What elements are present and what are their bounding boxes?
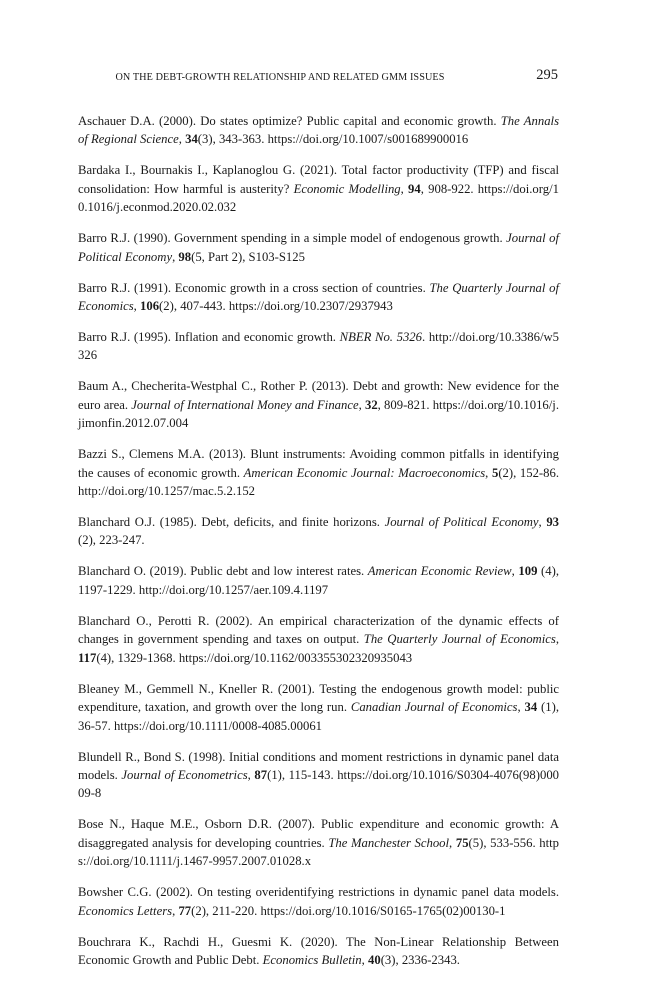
ref-authors: Blanchard O. (2019). xyxy=(78,564,191,579)
ref-issue: (4), xyxy=(537,564,559,579)
ref-doi[interactable]: https://doi.org/10.1007/s001689900016 xyxy=(267,132,469,147)
reference-entry xyxy=(78,112,559,149)
ref-title: Inflation and economic growth. xyxy=(174,330,340,345)
ref-pages: 407-443. xyxy=(180,299,229,314)
ref-pages: 533-556. xyxy=(490,835,540,850)
ref-volume: 109 xyxy=(518,564,538,579)
reference-entry xyxy=(78,680,559,735)
reference-entry xyxy=(78,612,559,667)
ref-volume: 40 xyxy=(368,952,381,967)
ref-separator: , xyxy=(511,564,519,579)
ref-issue: . xyxy=(422,330,429,345)
ref-volume: 87 xyxy=(254,767,268,782)
ref-issue: (1), xyxy=(537,700,560,715)
ref-separator: , xyxy=(449,835,456,850)
ref-volume: 77 xyxy=(178,903,192,918)
ref-pages: 908-922. xyxy=(428,181,478,196)
ref-journal: NBER No. 5326 xyxy=(339,330,422,345)
ref-separator: , xyxy=(247,767,255,782)
ref-doi[interactable]: https://doi.org/10.1016/S0304-4076(98)00009-8 xyxy=(78,767,560,801)
ref-authors: Blanchard O., Perotti R. (2002). xyxy=(78,613,258,628)
ref-title: Initial conditions and moment restrictions in dynamic panel data models. xyxy=(78,749,559,782)
ref-journal: American Economic Review xyxy=(367,564,512,579)
ref-issue: (2), xyxy=(78,533,100,548)
ref-volume: 75 xyxy=(455,835,469,850)
ref-journal: Economic Modelling xyxy=(293,181,401,196)
ref-authors: Bleaney M., Gemmell N., Kneller R. (2001). xyxy=(78,681,320,696)
ref-issue: (2), xyxy=(159,299,181,314)
ref-title: Total factor productivity (TFP) and fiscal consolidation: How harmful is austerity? xyxy=(78,163,559,196)
ref-issue: (2), xyxy=(498,465,520,480)
ref-volume: 34 xyxy=(524,700,538,715)
ref-issue: (3), xyxy=(197,132,219,147)
ref-journal: American Economic Journal: Macroeconomics xyxy=(243,465,486,480)
ref-volume: 32 xyxy=(364,397,378,412)
reference-entry xyxy=(78,377,559,432)
ref-doi[interactable]: http://doi.org/10.1257/mac.5.2.152 xyxy=(78,484,256,499)
reference-entry xyxy=(78,748,559,803)
ref-authors: Barro R.J. (1990). xyxy=(78,231,175,246)
ref-title: The Non-Linear Relationship Between Economic Growth and Public Debt. xyxy=(78,934,560,967)
ref-separator: , xyxy=(358,397,365,412)
ref-pages: 223-247. xyxy=(99,533,145,548)
reference-entry xyxy=(78,933,559,970)
ref-journal: Journal of Econometrics xyxy=(121,767,248,782)
ref-volume: 94 xyxy=(408,181,421,196)
ref-separator: , xyxy=(538,515,547,530)
ref-doi[interactable]: https://doi.org/10.1016/j.econmod.2020.02.032 xyxy=(78,181,559,215)
ref-separator: , xyxy=(400,181,409,196)
ref-pages: 1197-1229. xyxy=(78,582,139,597)
ref-journal: Journal of Political Economy xyxy=(78,231,559,264)
ref-issue: (5), xyxy=(468,835,491,850)
ref-pages: 2336-2343. xyxy=(401,952,460,967)
ref-authors: Baum A., Checherita-Westphal C., Rother P. (2013). xyxy=(78,379,353,394)
ref-issue: , xyxy=(420,181,429,196)
ref-separator: , xyxy=(485,465,492,480)
ref-pages: 115-143. xyxy=(288,767,338,782)
ref-journal: Canadian Journal of Economics xyxy=(350,700,518,715)
ref-separator: , xyxy=(178,132,186,147)
ref-separator: , xyxy=(517,700,525,715)
ref-authors: Barro R.J. (1995). xyxy=(78,330,175,345)
ref-title: Public debt and low interest rates. xyxy=(190,564,368,579)
reference-entry xyxy=(78,445,559,500)
ref-doi[interactable]: http://doi.org/10.1257/aer.109.4.1197 xyxy=(138,582,329,597)
ref-title: Blunt instruments: Avoiding common pitfalls in identifying the causes of economic growth. xyxy=(78,447,559,480)
ref-title: Economic growth in a cross section of countries. xyxy=(174,280,430,295)
ref-journal: The Manchester School xyxy=(328,835,450,850)
ref-issue: , xyxy=(377,397,385,412)
ref-title: Testing the endogenous growth model: public expenditure, taxation, and growth over the long run. xyxy=(78,681,560,715)
ref-pages: 152-86. xyxy=(519,465,560,480)
ref-doi[interactable]: https://doi.org/10.1016/S0165-1765(02)00130-1 xyxy=(260,903,506,918)
ref-title: Debt, deficits, and finite horizons. xyxy=(201,515,385,530)
reference-entry xyxy=(78,328,559,365)
ref-volume: 98 xyxy=(178,249,192,264)
ref-authors: Bouchrara K., Rachdi H., Guesmi K. (2020). xyxy=(78,934,347,949)
ref-authors: Bowsher C.G. (2002). xyxy=(78,885,198,900)
ref-title: Public expenditure and economic growth: A disaggregated analysis for developing countries. xyxy=(78,817,559,850)
ref-authors: Bose N., Haque M.E., Osborn D.R. (2007). xyxy=(78,817,321,832)
ref-doi[interactable]: https://doi.org/10.2307/2937943 xyxy=(228,299,393,314)
ref-doi[interactable]: https://doi.org/10.1111/0008-4085.00061 xyxy=(113,718,323,733)
ref-title: An empirical characterization of the dynamic effects of changes in government spending and taxes on output. xyxy=(78,613,559,647)
ref-journal: Journal of Political Economy xyxy=(384,515,539,530)
ref-journal: The Quarterly Journal of Economics xyxy=(78,280,559,314)
reference-entry xyxy=(78,562,559,599)
ref-separator: , xyxy=(172,249,179,264)
ref-journal: Journal of International Money and Finance xyxy=(131,397,359,412)
ref-title: Debt and growth: New evidence for the euro area. xyxy=(78,379,559,412)
ref-journal: The Annals of Regional Science xyxy=(78,114,560,147)
ref-volume: 93 xyxy=(546,515,559,530)
reference-entry xyxy=(78,883,559,920)
ref-title: On testing overidentifying restrictions in dynamic panel data models. xyxy=(197,885,559,900)
ref-doi[interactable]: https://doi.org/10.1111/j.1467-9957.2007.01028.x xyxy=(78,835,559,869)
ref-journal: Economics Bulletin xyxy=(262,952,362,967)
ref-pages: 36-57. xyxy=(78,718,114,733)
ref-title: Do states optimize? Public capital and economic growth. xyxy=(200,114,501,128)
ref-volume: 117 xyxy=(78,650,97,665)
reference-list xyxy=(78,112,559,982)
reference-entry xyxy=(78,513,559,550)
ref-doi[interactable]: http://doi.org/10.3386/w5326 xyxy=(78,330,559,363)
ref-authors: Aschauer D.A. (2000). xyxy=(78,114,201,128)
ref-issue: (4), xyxy=(96,650,118,665)
ref-doi[interactable]: https://doi.org/10.1016/j.jimonfin.2012.07.004 xyxy=(78,397,560,431)
running-title: ON THE DEBT-GROWTH RELATIONSHIP AND RELATED GMM ISSUES xyxy=(115,72,445,83)
ref-issue: (1), xyxy=(267,767,289,782)
ref-authors: Bardaka I., Bournakis I., Kaplanoglou G. (2021). xyxy=(78,163,342,178)
ref-journal: The Quarterly Journal of Economics xyxy=(363,632,556,647)
ref-authors: Blanchard O.J. (1985). xyxy=(78,515,202,530)
ref-separator: , xyxy=(133,299,141,314)
reference-entry xyxy=(78,161,559,216)
ref-pages: 809-821. xyxy=(384,397,433,412)
ref-pages: 211-220. xyxy=(212,903,261,918)
ref-authors: Barro R.J. (1991). xyxy=(78,280,175,295)
ref-issue: (5, Part 2), xyxy=(191,249,249,264)
ref-issue: (2), xyxy=(191,903,213,918)
ref-authors: Blundell R., Bond S. (1998). xyxy=(78,749,229,764)
ref-pages: 1329-1368. xyxy=(117,650,179,665)
ref-volume: 106 xyxy=(140,299,160,314)
ref-issue: (3), xyxy=(380,952,402,967)
ref-authors: Bazzi S., Clemens M.A. (2013). xyxy=(78,447,251,462)
ref-separator: , xyxy=(172,903,179,918)
reference-entry xyxy=(78,815,559,870)
ref-title: Government spending in a simple model of endogenous growth. xyxy=(174,231,507,246)
ref-pages: S103-S125 xyxy=(248,249,305,264)
ref-separator: , xyxy=(555,632,559,647)
reference-entry xyxy=(78,229,559,266)
ref-pages: 343-363. xyxy=(218,132,268,147)
ref-journal: Economics Letters xyxy=(78,903,173,918)
ref-volume: 34 xyxy=(185,132,198,147)
page-number: 295 xyxy=(536,67,558,83)
ref-doi[interactable]: https://doi.org/10.1162/003355302320935043 xyxy=(178,650,413,665)
ref-volume: 5 xyxy=(491,465,499,480)
reference-entry xyxy=(78,279,559,316)
ref-separator: , xyxy=(361,952,368,967)
